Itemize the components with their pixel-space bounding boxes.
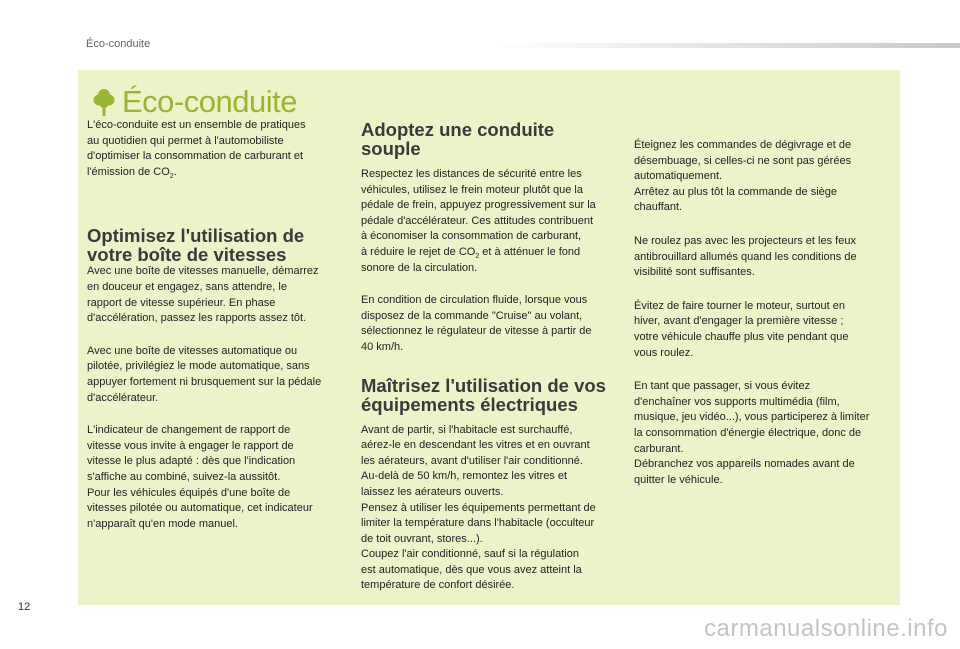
column-3: [634, 138, 894, 502]
header-rule: [490, 43, 960, 48]
paragraph-electrical-equipment: Avant de partir, si l'habitacle est surchauffé, aérez-le en descendant les vitres et en ouvrant les aérateurs, avant d'utiliser l'air conditionné. Au-delà de 50 km/h, remontez les vitres et laissez les aérateurs ouverts. Pensez à utiliser les équipements permettant de limiter la température dans l'habitacle (occulteur de toit ouvrant, stores...). Coupez l'air conditionné, sauf si la régulation est automatique, dès que vous avez atteint la température de confort désirée.: [361, 423, 596, 592]
section-hero: [92, 85, 297, 119]
paragraph-gear-indicator: L'indicateur de changement de rapport de vitesse vous invite à engager le rapport de vitesse le plus adapté : dès que l'indication s'affiche au combiné, suivez-la aussitôt. Pour les véhicules équipés d'une boîte de vitesses pilotée ou automatique, cet indicateur n'apparaît qu'en mode manuel.: [87, 424, 313, 530]
running-header: Éco-conduite: [86, 38, 151, 50]
paragraph-manual-gearbox: Avec une boîte de vitesses manuelle, démarrez en douceur et engagez, sans attendre, le rapport de vitesse supérieur. En phase d'accélération, passez les rapports assez tôt.: [87, 265, 319, 325]
paragraph-idling: Évitez de faire tourner le moteur, surtout en hiver, avant d'engager la première vitesse ; votre véhicule chauffe plus vite pendant que vous roulez.: [634, 299, 849, 359]
watermark: carmanualsonline.info: [704, 615, 948, 642]
paragraph-automatic-gearbox: Avec une boîte de vitesses automatique ou pilotée, privilégiez le mode automatique, sans appuyer fortement ni brusquement sur la pédale d'accélérateur.: [87, 344, 322, 404]
paragraph-defrost: Éteignez les commandes de dégivrage et de désembuage, si celles-ci ne sont pas gérées automatiquement. Arrêtez au plus tôt la commande de siège chauffant.: [634, 139, 852, 214]
paragraph-passenger-multimedia: En tant que passager, si vous évitez d'enchaîner vos supports multimédia (film, musique, jeu vidéo...), vous participerez à limiter la consommation d'énergie électrique, donc de carburant. Débranchez vos appareils nomades avant de quitter le véhicule.: [634, 380, 870, 486]
heading-electrical-equipment: Maîtrisez l'utilisation de vos équipements électriques: [361, 374, 606, 415]
heading-gearbox: Optimisez l'utilisation de votre boîte de vitesses: [87, 225, 305, 266]
paragraph-headlights: Ne roulez pas avec les projecteurs et les feux antibrouillard allumés quand les conditions de visibilité sont suffisantes.: [634, 234, 857, 279]
intro-paragraph: L'éco-conduite est un ensemble de pratiques au quotidien qui permet à l'automobiliste d'optimiser la consommation de carburant et l'émission de $CO_2$.: [87, 119, 306, 180]
paragraph-smooth-driving: Respectez les distances de sécurité entre les véhicules, utilisez le frein moteur plutôt que la pédale de frein, appuyez progressivement sur la pédale d'accélérateur. Ces attitudes contribuent à économiser la consommation de carburant, à réduire le rejet de $CO_2$ et à atténuer le fond sonore de la circulation.: [361, 168, 596, 274]
heading-smooth-driving: Adoptez une conduite souple: [361, 119, 555, 159]
column-1: [87, 118, 347, 546]
page-title: Éco-conduite: [122, 84, 297, 119]
column-2: [361, 118, 621, 608]
tree-icon: [92, 87, 116, 117]
page-number: 12: [18, 601, 31, 613]
paragraph-cruise-control: En condition de circulation fluide, lorsque vous disposez de la commande "Cruise" au volant, sélectionnez le régulateur de vitesse à partir de 40 km/h.: [361, 294, 592, 353]
